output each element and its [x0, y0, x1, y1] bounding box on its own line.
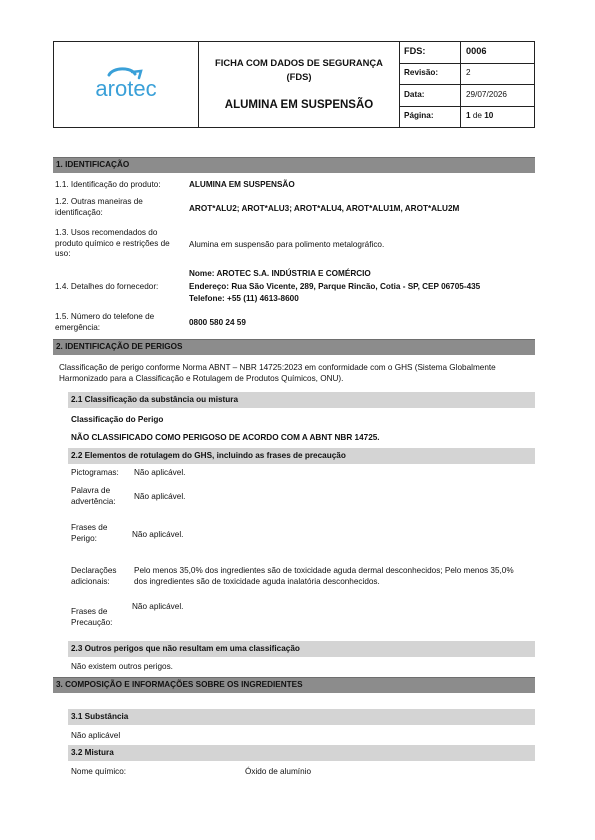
hazard-classification-text: NÃO CLASSIFICADO COMO PERIGOSO DE ACORDO COM A ABNT NBR 14725. — [71, 433, 380, 442]
pagina-de: de — [472, 111, 482, 121]
row-1-1-value: ALUMINA EM SUSPENSÃO — [189, 180, 295, 189]
arotec-logo — [83, 65, 169, 105]
pagina-label: Página: — [400, 107, 461, 128]
data-label: Data: — [400, 85, 461, 106]
frases-perigo-label: Frases de Perigo: — [71, 523, 108, 543]
pictogramas-label: Pictogramas: — [71, 468, 119, 477]
row-1-4-label: 1.4. Detalhes do fornecedor: — [55, 282, 159, 291]
subsection-2-3-heading: 2.3 Outros perigos que não resultam em uma classificação — [68, 641, 535, 657]
document-title: FICHA COM DADOS DE SEGURANÇA — [215, 57, 383, 69]
hazard-intro: Classificação de perigo conforme Norma ABNT – NBR 14725:2023 em conformidade com o GHS (Sistema Globalmente Harmonizado para a Classificação e Rotulagem de Produtos Químicos, ONU). — [59, 363, 496, 383]
revisao-value: 2 — [466, 68, 471, 78]
chemical-name-value: Óxido de alumínio — [245, 767, 311, 776]
other-hazards-text: Não existem outros perigos. — [71, 662, 173, 671]
supplier-address: Endereço: Rua São Vicente, 289, Parque Rincão, Cotia - SP, CEP 06705-435 — [189, 282, 481, 291]
header-meta — [400, 42, 534, 127]
revisao-label: Revisão: — [400, 64, 461, 85]
supplier-name: Nome: AROTEC S.A. INDÚSTRIA E COMÉRCIO — [189, 269, 371, 278]
pagina-value — [461, 107, 534, 128]
section-3-heading: 3. COMPOSIÇÃO E INFORMAÇÕES SOBRE OS INGREDIENTES — [53, 677, 535, 693]
subsection-3-1-heading: 3.1 Substância — [68, 709, 535, 725]
palavra-value: Não aplicável. — [134, 492, 186, 501]
chemical-name-label: Nome químico: — [71, 767, 127, 776]
logo-text: arotec — [95, 75, 157, 101]
document-title-abbr: (FDS) — [286, 71, 312, 83]
section-2-heading: 2. IDENTIFICAÇÃO DE PERIGOS — [53, 339, 535, 355]
row-1-3-label: 1.3. Usos recomendados do produto químico e restrições de uso: — [55, 228, 170, 259]
meta-row-data — [400, 85, 534, 107]
subsection-2-1-heading: 2.1 Classificação da substância ou mistura — [68, 392, 535, 408]
pagina-total: 10 — [484, 111, 494, 121]
emergency-phone: 0800 580 24 59 — [189, 318, 246, 327]
row-1-2-label: 1.2. Outras maneiras de identificação: — [55, 197, 143, 217]
fds-value: 0006 — [466, 46, 487, 57]
meta-row-fds — [400, 42, 534, 64]
hazard-classification-heading: Classificação do Perigo — [71, 415, 164, 424]
header-title-cell — [199, 42, 400, 127]
meta-row-revisao — [400, 64, 534, 86]
product-name-title: ALUMINA EM SUSPENSÃO — [224, 98, 374, 111]
palavra-label: Palavra de advertência: — [71, 486, 116, 506]
subsection-2-2-heading: 2.2 Elementos de rotulagem do GHS, incluindo as frases de precaução — [68, 448, 535, 464]
frases-precaucao-label: Frases de Precaução: — [71, 607, 113, 627]
subsection-3-2-heading: 3.2 Mistura — [68, 745, 535, 761]
pagina-current: 1 — [466, 111, 471, 121]
pictogramas-value: Não aplicável. — [134, 468, 186, 477]
fds-label: FDS: — [400, 42, 461, 63]
data-value: 29/07/2026 — [466, 89, 507, 99]
document-header — [53, 41, 535, 128]
row-1-2-value: AROT*ALU2; AROT*ALU3; AROT*ALU4, AROT*ALU1M, AROT*ALU2M — [189, 204, 460, 213]
supplier-phone: Telefone: +55 (11) 4613-8600 — [189, 294, 299, 303]
frases-perigo-value: Não aplicável. — [132, 530, 184, 539]
row-1-3-value: Alumina em suspensão para polimento metalográfico. — [189, 240, 385, 249]
frases-precaucao-value: Não aplicável. — [132, 602, 184, 611]
section-1-heading: 1. IDENTIFICAÇÃO — [53, 157, 535, 173]
declaracoes-value: Pelo menos 35,0% dos ingredientes são de toxicidade aguda dermal desconhecidos; Pelo menos 35,0% dos ingredientes são de toxicidade aguda inalatória desconhecidos. — [134, 566, 514, 586]
logo-cell — [54, 42, 199, 127]
declaracoes-label: Declarações adicionais: — [71, 566, 117, 586]
row-1-5-label: 1.5. Número do telefone de emergência: — [55, 312, 155, 332]
row-1-1-label: 1.1. Identificação do produto: — [55, 180, 161, 189]
substance-text: Não aplicável — [71, 731, 121, 740]
meta-row-pagina — [400, 107, 534, 128]
